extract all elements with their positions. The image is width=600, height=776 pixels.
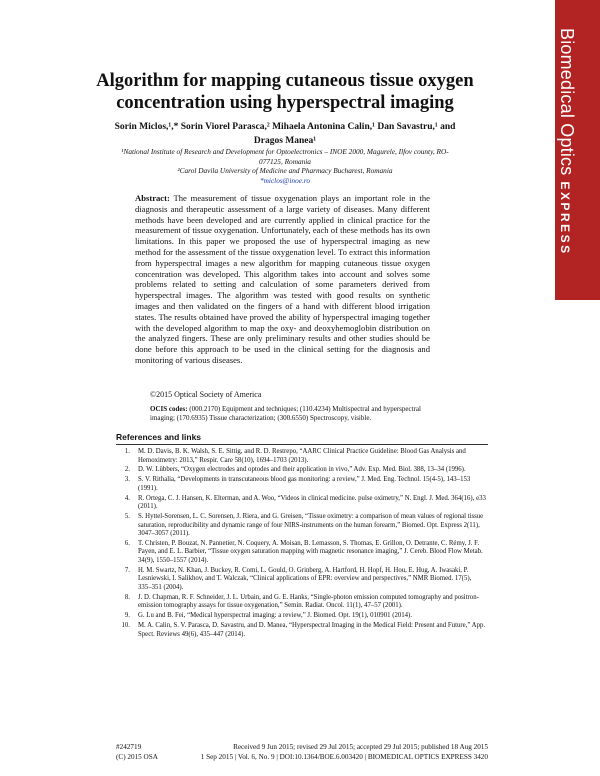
reference-item: [116, 495, 486, 512]
reference-item: [116, 567, 486, 593]
reference-number: 7.: [124, 566, 130, 574]
reference-item: [116, 448, 486, 465]
publication-dates: Received 9 Jun 2015; revised 29 Jul 2015; accepted 29 Jul 2015; published 18 Aug 2015: [233, 743, 488, 751]
page-footer: [116, 742, 488, 762]
ocis-label: OCIS codes:: [150, 405, 188, 413]
journal-logo: [556, 28, 577, 256]
corresponding-email[interactable]: *miclos@inoe.ro: [259, 175, 311, 185]
reference-list: [116, 448, 486, 640]
reference-item: [116, 476, 486, 493]
reference-item: [116, 540, 486, 566]
abstract-label: Abstract:: [135, 193, 170, 203]
reference-item: [116, 466, 486, 475]
reference-number: 8.: [124, 593, 130, 601]
journal-name-part2: EXPRESS: [558, 181, 572, 256]
manuscript-id: #242719: [116, 743, 142, 751]
affiliations: [110, 147, 460, 185]
reference-text: T. Christen, P. Bouzat, N. Pannetier, N. Coquery, A. Moisan, B. Lemasson, S. Thomas, E. Grillon, O. Detrante, C. Rémy, J. F. Payen, and E. L. Barbier, “Tissue oxygen saturation mapping with magnetic resonance imaging,” J. Cereb. Blood Flow Metab. 34(9), 1550–1557 (2014).: [138, 539, 483, 565]
reference-item: [116, 513, 486, 539]
reference-text: R. Ortega, C. J. Hansen, K. Elterman, and A. Woo, “Videos in clinical medicine. pulse oximetry,” N. Engl. J. Med. 364(16), e33 (2011).: [138, 494, 486, 511]
reference-number: 10.: [121, 621, 130, 629]
reference-number: 5.: [124, 512, 130, 520]
authors-line-2: Dragos Manea¹: [253, 136, 317, 146]
reference-text: M. A. Calin, S. V. Parasca, D. Savastru, and D. Manea, “Hyperspectral Imaging in the Medical Field: Present and Future,” App. Spect. Reviews 49(6), 435–447 (2014).: [138, 621, 486, 638]
abstract-text: The measurement of tissue oxygenation plays an important role in the diagnosis and therapeutic assessment of a large variety of diseases. Many different methods have been developed and are currently applied in clinical practice for the measurement of tissue oxygenation. Unfortunately, each of these methods has its own limitations. In this paper we proposed the use of hyperspectral imaging as new method for the assessment of the tissue oxygenation level. To extract this information from hyperspectral images a new algorithm for mapping cutaneous tissue oxygen concentration was developed. This algorithm takes into account and solves some problems related to setting and calculation of some parameters derived from hyperspectral images. The algorithm was tested with good results on synthetic images and then validated on the fingers of a hand with different blood irrigation states. The results obtained have proved the ability of hyperspectral imaging together with the developed algorithm to map the oxy- and deoxyhemoglobin distribution on the analyzed fingers. These are only preliminary results and other studies should be done before this approach to be used in the clinical setting for the diagnosis and monitoring of various diseases.: [135, 193, 430, 365]
reference-text: D. W. Lübbers, “Oxygen electrodes and optodes and their application in vivo,” Adv. Exp. Med. Biol. 388, 13–34 (1996).: [138, 466, 466, 474]
journal-name-part1: Biomedical Optics: [557, 28, 577, 176]
reference-number: 6.: [124, 539, 130, 547]
reference-text: J. D. Chapman, R. F. Schneider, J. L. Urbain, and G. E. Hanks, “Single-photon emission computed tomography and positron-emission tomography assays for tissue oxygenation,” Semin. Radiat. Oncol. 11(1), 47–57 (2001).: [138, 593, 479, 610]
reference-number: 1.: [124, 448, 130, 455]
title-line-1: Algorithm for mapping cutaneous tissue oxygen: [96, 71, 474, 91]
affiliation-1: ¹National Institute of Research and Development for Optoelectronics – INOE 2000, Magurele, Ilfov county, RO-077125, Romania: [121, 147, 449, 166]
reference-item: [116, 594, 486, 611]
reference-number: 4.: [124, 494, 130, 502]
copyright-osa: (C) 2015 OSA: [116, 753, 158, 761]
authors-line-1: Sorin Miclos,¹,* Sorin Viorel Parasca,² Mihaela Antonina Calin,¹ Dan Savastru,¹ and: [114, 122, 456, 132]
reference-text: H. M. Swartz, N. Khan, J. Buckey, R. Comi, L. Gould, O. Grinberg, A. Hartford, H. Hopf, H. Hou, E. Hug, A. Iwasaki, P. Lesniewski, I. Salikhov, and T. Walczak, “Clinical applications of EPR: overview and perspectives,” NMR Biomed. 17(5), 335–351 (2004).: [138, 566, 472, 592]
reference-text: S. V. Rithalia, “Developments in transcutaneous blood gas monitoring: a review,” J. Med. Eng. Technol. 15(4-5), 143–153 (1991).: [138, 476, 471, 492]
title-line-2: concentration using hyperspectral imaging: [116, 93, 454, 113]
reference-text: G. Lu and B. Fei, “Medical hyperspectral imaging: a review,” J. Biomed. Opt. 19(1), 010901 (2014).: [138, 612, 413, 620]
reference-item: [116, 622, 486, 639]
author-list: [95, 120, 475, 148]
reference-text: M. D. Davis, B. K. Walsh, S. E. Sittig, and R. D. Restrepo, “AARC Clinical Practice Guideline: Blood Gas Analysis and Hemoximetry: 2013,” Respir. Care 58(10), 1694–1703 (2013).: [138, 448, 466, 464]
abstract: [135, 193, 430, 366]
ocis-codes: [150, 405, 430, 423]
journal-citation: 1 Sep 2015 | Vol. 6, No. 9 | DOI:10.1364/BOE.6.003420 | BIOMEDICAL OPTICS EXPRESS 3420: [200, 753, 488, 761]
reference-number: 2.: [124, 466, 130, 474]
ocis-text: (000.2170) Equipment and techniques; (110.4234) Multispectral and hyperspectral imaging; (170.6935) Tissue characterization; (300.6550) Spectroscopy, visible.: [150, 405, 421, 422]
reference-text: S. Hyttel-Sorensen, L. C. Sorensen, J. Riera, and G. Greisen, “Tissue oximetry: a comparison of mean values of regional tissue saturation, reproducibility and dynamic range of four NIRS-instruments on the human forearm,” Biomed. Opt. Express 2(11), 3047–3057 (2011).: [138, 512, 484, 538]
reference-item: [116, 612, 486, 621]
affiliation-2: ²Carol Davila University of Medicine and Pharmacy Bucharest, Romania: [177, 166, 393, 175]
references-divider: [116, 444, 488, 445]
copyright-notice: ©2015 Optical Society of America: [150, 390, 262, 399]
reference-number: 3.: [124, 476, 130, 484]
reference-number: 9.: [124, 612, 130, 620]
paper-title: [95, 70, 475, 114]
references-heading: References and links: [116, 432, 202, 442]
